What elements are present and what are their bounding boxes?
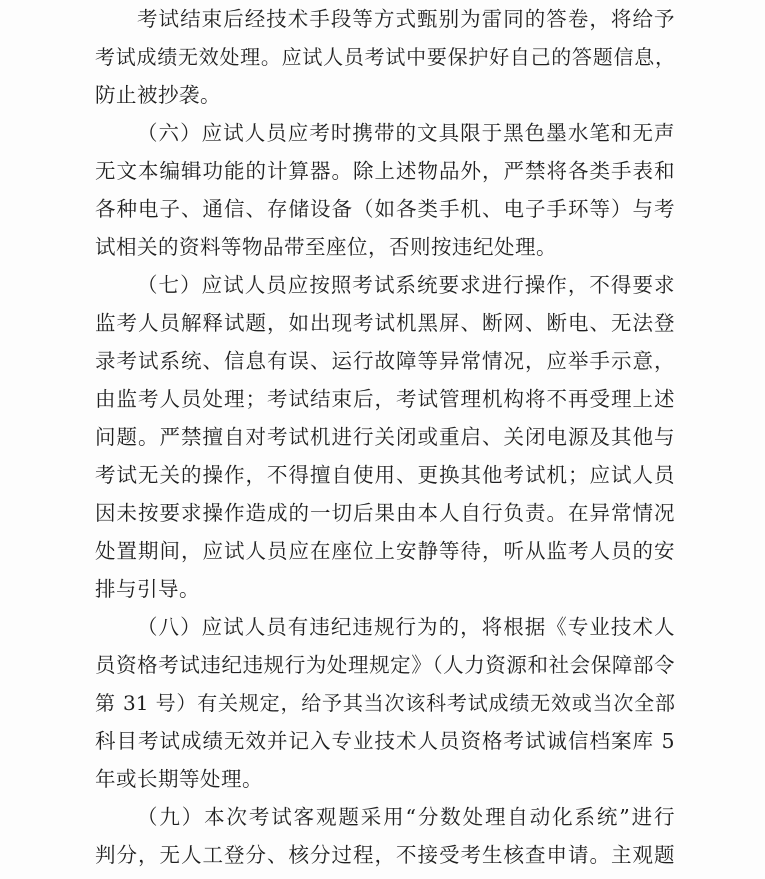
text-line: 监考人员解释试题，如出现考试机黑屏、断网、断电、无法登 [95,311,675,335]
text-line: （九）本次考试客观题采用“分数处理自动化系统”进行 [137,805,675,829]
text-line: 因未按要求操作造成的一切后果由本人自行负责。在异常情况 [95,501,675,525]
text-line: 问题。严禁擅自对考试机进行关闭或重启、关闭电源及其他与 [95,425,675,449]
text-line: 无文本编辑功能的计算器。除上述物品外，严禁将各类手表和 [95,159,675,183]
text-line: 科目考试成绩无效并记入专业技术人员资格考试诚信档案库 5 [95,729,675,753]
text-line: 防止被抄袭。 [95,83,221,107]
text-line: 由监考人员处理；考试结束后，考试管理机构将不再受理上述 [95,387,675,411]
text-line: 录考试系统、信息有误、运行故障等异常情况，应举手示意， [95,349,675,373]
text-line: 排与引导。 [95,577,200,601]
text-line: （六）应试人员应考时携带的文具限于黑色墨水笔和无声 [137,121,675,145]
text-line: 第 31 号）有关规定，给予其当次该科考试成绩无效或当次全部 [95,691,675,715]
text-line: 试相关的资料等物品带至座位，否则按违纪处理。 [95,235,557,259]
text-line: （七）应试人员应按照考试系统要求进行操作，不得要求 [137,273,675,297]
text-line: （八）应试人员有违纪违规行为的，将根据《专业技术人 [137,615,675,639]
text-line: 年或长期等处理。 [95,767,263,791]
text-line: 员资格考试违纪违规行为处理规定》（人力资源和社会保障部令 [95,653,675,677]
text-line: 判分，无人工登分、核分过程，不接受考生核查申请。主观题 [95,843,675,867]
text-line: 考试结束后经技术手段等方式甄别为雷同的答卷，将给予 [137,7,675,31]
text-line: 处置期间，应试人员应在座位上安静等待，听从监考人员的安 [95,539,675,563]
text-line: 考试无关的操作，不得擅自使用、更换其他考试机；应试人员 [95,463,675,487]
text-line: 各种电子、通信、存储设备（如各类手机、电子手环等）与考 [95,197,675,221]
text-line: 考试成绩无效处理。应试人员考试中要保护好自己的答题信息， [95,45,675,69]
